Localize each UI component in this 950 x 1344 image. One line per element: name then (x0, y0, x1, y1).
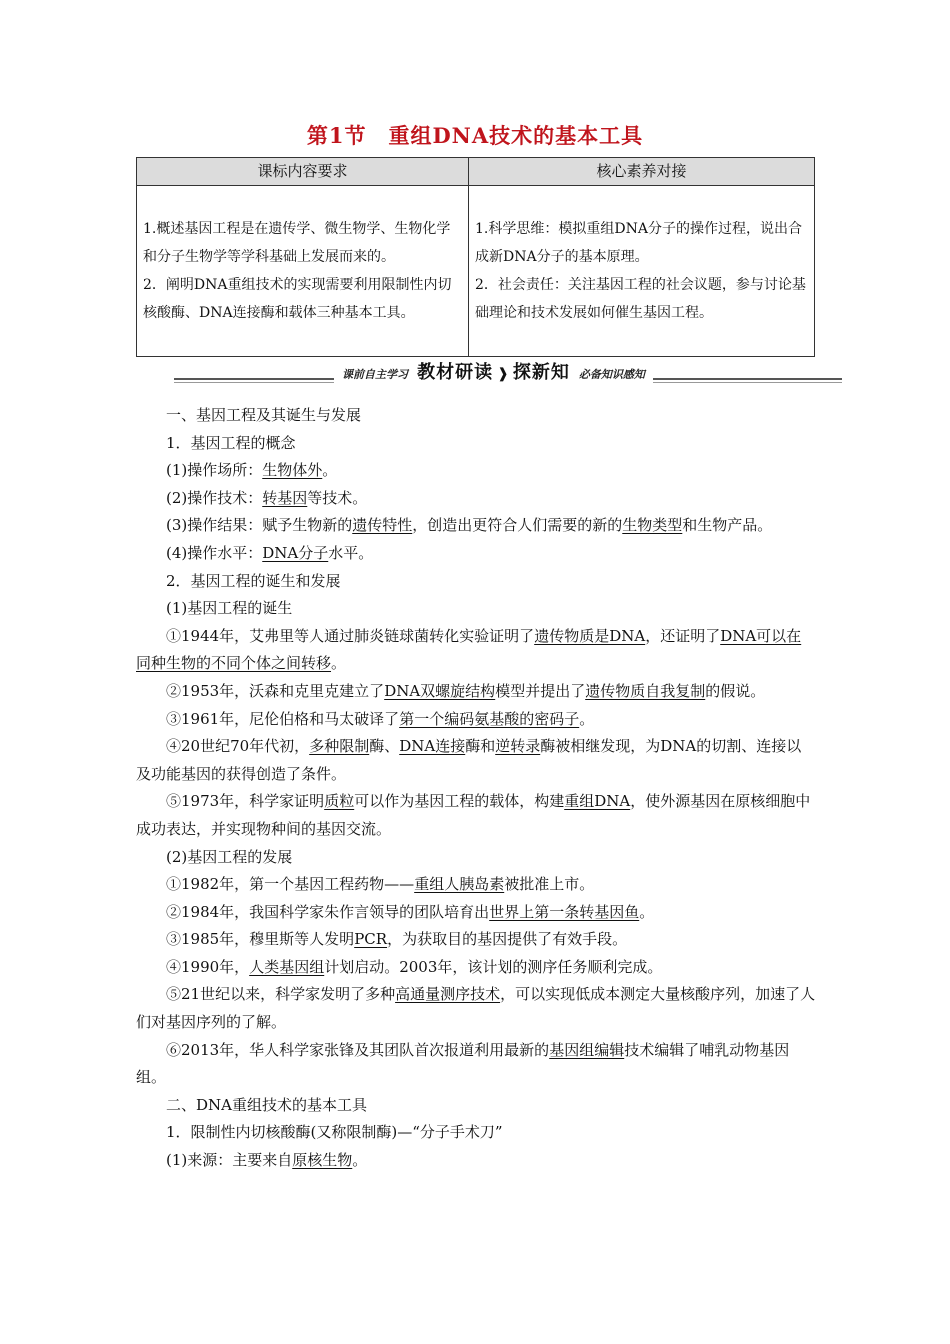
curriculum-cell (137, 186, 469, 357)
header-curriculum: 课标内容要求 (137, 158, 469, 186)
competency-item: 2．社会责任：关注基因工程的社会议题，参与讨论基础理论和技术发展如何催生基因工程。 (475, 277, 806, 321)
subheading: 1．基因工程的概念 (166, 433, 296, 452)
header-competency: 核心素养对接 (469, 158, 815, 186)
subheading: (2)基因工程的发展 (166, 847, 293, 866)
subheading: (1)基因工程的诞生 (166, 599, 293, 618)
paragraph: ⑤1973年，科学家证明质粒可以作为基因工程的载体，构建重组DNA，使外源基因在原核细胞中成功表达，并实现物种间的基因交流。 (136, 792, 811, 838)
paragraph: (1)来源：主要来自原核生物。 (166, 1151, 368, 1170)
paragraph: ①1982年，第一个基因工程药物——重组人胰岛素被批准上市。 (166, 875, 595, 894)
curriculum-item: 1.概述基因工程是在遗传学、微生物学、生物化学和分子生物学等学科基础上发展而来的。 (143, 221, 451, 265)
competency-item: 1.科学思维：模拟重组DNA分子的操作过程，说出合成新DNA分子的基本原理。 (475, 221, 802, 265)
table-row (137, 186, 815, 357)
paragraph: (3)操作结果：赋予生物新的遗传特性，创造出更符合人们需要的新的生物类型和生物产品。 (166, 516, 773, 535)
paragraph: ③1961年，尼伦伯格和马太破译了第一个编码氨基酸的密码子。 (166, 709, 595, 728)
paragraph: ②1984年，我国科学家朱作言领导的团队培育出世界上第一条转基因鱼。 (166, 902, 655, 921)
paragraph: (1)操作场所：生物体外。 (166, 461, 338, 480)
paragraph: (2)操作技术：转基因等技术。 (166, 488, 368, 507)
paragraph: ③1985年，穆里斯等人发明PCR，为获取目的基因提供了有效手段。 (166, 930, 628, 949)
double-chevron-icon: ❱ (497, 366, 509, 382)
section-banner (174, 358, 842, 388)
paragraph: ④20世纪70年代初，多种限制酶、DNA连接酶和逆转录酶被相继发现，为DNA的切割、连接以及功能基因的获得创造了条件。 (136, 737, 802, 783)
banner-main1: 教材研读 (417, 362, 494, 383)
paragraph: ⑥2013年，华人科学家张锋及其团队首次报道利用最新的基因组编辑技术编辑了哺乳动物基因组。 (136, 1040, 790, 1087)
subheading: 2．基因工程的诞生和发展 (166, 571, 341, 590)
competency-cell (469, 186, 815, 357)
paragraph: ①1944年，艾弗里等人通过肺炎链球菌转化实验证明了遗传物质是DNA，还证明了DNA可以在同种生物的不同个体之间转移。 (136, 626, 802, 673)
paragraph: (4)操作水平：DNA分子水平。 (166, 543, 374, 562)
subheading: 1．限制性内切核酸酶(又称限制酶)—“分子手术刀” (166, 1123, 503, 1142)
banner-right: 必备知识感知 (578, 368, 645, 381)
table-header-row (137, 158, 815, 186)
section-name: 重组DNA技术的基本工具 (388, 123, 644, 148)
heading: 一、基因工程及其诞生与发展 (166, 406, 362, 424)
paragraph: ②1953年，沃森和克里克建立了DNA双螺旋结构模型并提出了遗传物质自我复制的假说。 (166, 681, 766, 700)
banner-main2: 探新知 (512, 362, 570, 383)
curriculum-item: 2．阐明DNA重组技术的实现需要利用限制性内切核酸酶、DNA连接酶和载体三种基本工具。 (143, 277, 452, 321)
paragraph: ⑤21世纪以来，科学家发明了多种高通量测序技术，可以实现低成本测定大量核酸序列，加速了人们对基因序列的了解。 (136, 985, 816, 1032)
page-title (0, 120, 950, 150)
section-number: 第1节 (306, 123, 367, 148)
standards-table (136, 157, 815, 357)
banner-left: 课前自主学习 (342, 368, 408, 381)
heading: 二、DNA重组技术的基本工具 (166, 1095, 367, 1114)
paragraph: ④1990年，人类基因组计划启动。2003年，该计划的测序任务顺利完成。 (166, 957, 663, 976)
content-body (136, 402, 816, 1175)
